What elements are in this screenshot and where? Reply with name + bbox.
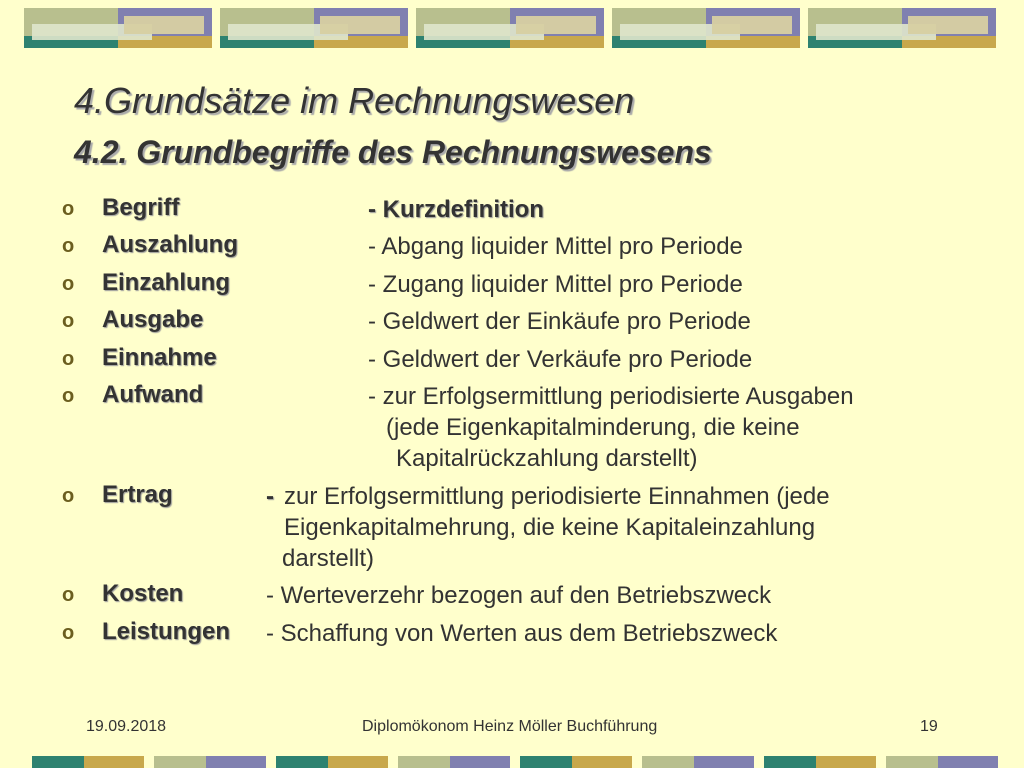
header-decoration <box>24 8 1000 48</box>
definition-text: - Geldwert der Verkäufe pro Periode <box>368 346 753 373</box>
bullet-icon: o <box>62 235 75 257</box>
definition-text: - Zugang liquider Mittel pro Periode <box>368 271 743 298</box>
slide-subtitle: 4.2. Grundbegriffe des Rechnungswesens <box>74 134 712 170</box>
term-label: Begriff <box>102 194 180 221</box>
slide-title: 4.Grundsätze im Rechnungswesen <box>74 80 635 121</box>
term-label: Kosten <box>102 580 184 607</box>
definition-text: - Kurzdefinition <box>368 196 544 223</box>
footer-title: Diplomökonom Heinz Möller Buchführung <box>362 718 658 735</box>
term-label: Aufwand <box>102 381 204 408</box>
definition-continuation: Eigenkapitalmehrung, die keine Kapitaleinzahlung <box>284 514 816 541</box>
bullet-icon: o <box>62 348 75 370</box>
decoration-tile <box>416 8 604 48</box>
footer-date: 19.09.2018 <box>86 718 167 735</box>
bullet-icon: o <box>62 584 75 606</box>
definition-continuation: darstellt) <box>282 545 375 572</box>
definition-continuation: Kapitalrückzahlung darstellt) <box>396 445 698 472</box>
bullet-icon: o <box>62 385 75 407</box>
term-label: Einzahlung <box>102 269 230 296</box>
definition-text: - Abgang liquider Mittel pro Periode <box>368 233 743 260</box>
definition-continuation: (jede Eigenkapitalminderung, die keine <box>386 414 800 441</box>
bullet-icon: o <box>62 273 75 295</box>
term-label: Ausgabe <box>102 306 204 333</box>
bullet-icon: o <box>62 485 75 507</box>
definition-text: - Geldwert der Einkäufe pro Periode <box>368 308 751 335</box>
definition-text: - Werteverzehr bezogen auf den Betriebszweck <box>266 582 772 609</box>
term-label: Auszahlung <box>102 231 238 258</box>
definition-text: - zur Erfolgsermittlung periodisierte Ausgaben <box>368 383 854 410</box>
decoration-tile <box>808 8 996 48</box>
definition-dash: - <box>266 483 274 510</box>
bullet-icon: o <box>62 622 75 644</box>
definition-text: - Schaffung von Werten aus dem Betriebszweck <box>266 620 778 647</box>
term-label: Leistungen <box>102 618 231 645</box>
page-number: 19 <box>920 718 938 735</box>
definition-text: zur Erfolgsermittlung periodisierte Einnahmen (jede <box>284 483 830 510</box>
decoration-tile <box>220 8 408 48</box>
term-label: Ertrag <box>102 481 173 508</box>
decoration-tile <box>24 8 212 48</box>
bullet-icon: o <box>62 198 75 220</box>
term-label: Einnahme <box>102 344 217 371</box>
footer-decoration <box>32 756 1024 768</box>
decoration-tile <box>612 8 800 48</box>
bullet-icon: o <box>62 310 75 332</box>
